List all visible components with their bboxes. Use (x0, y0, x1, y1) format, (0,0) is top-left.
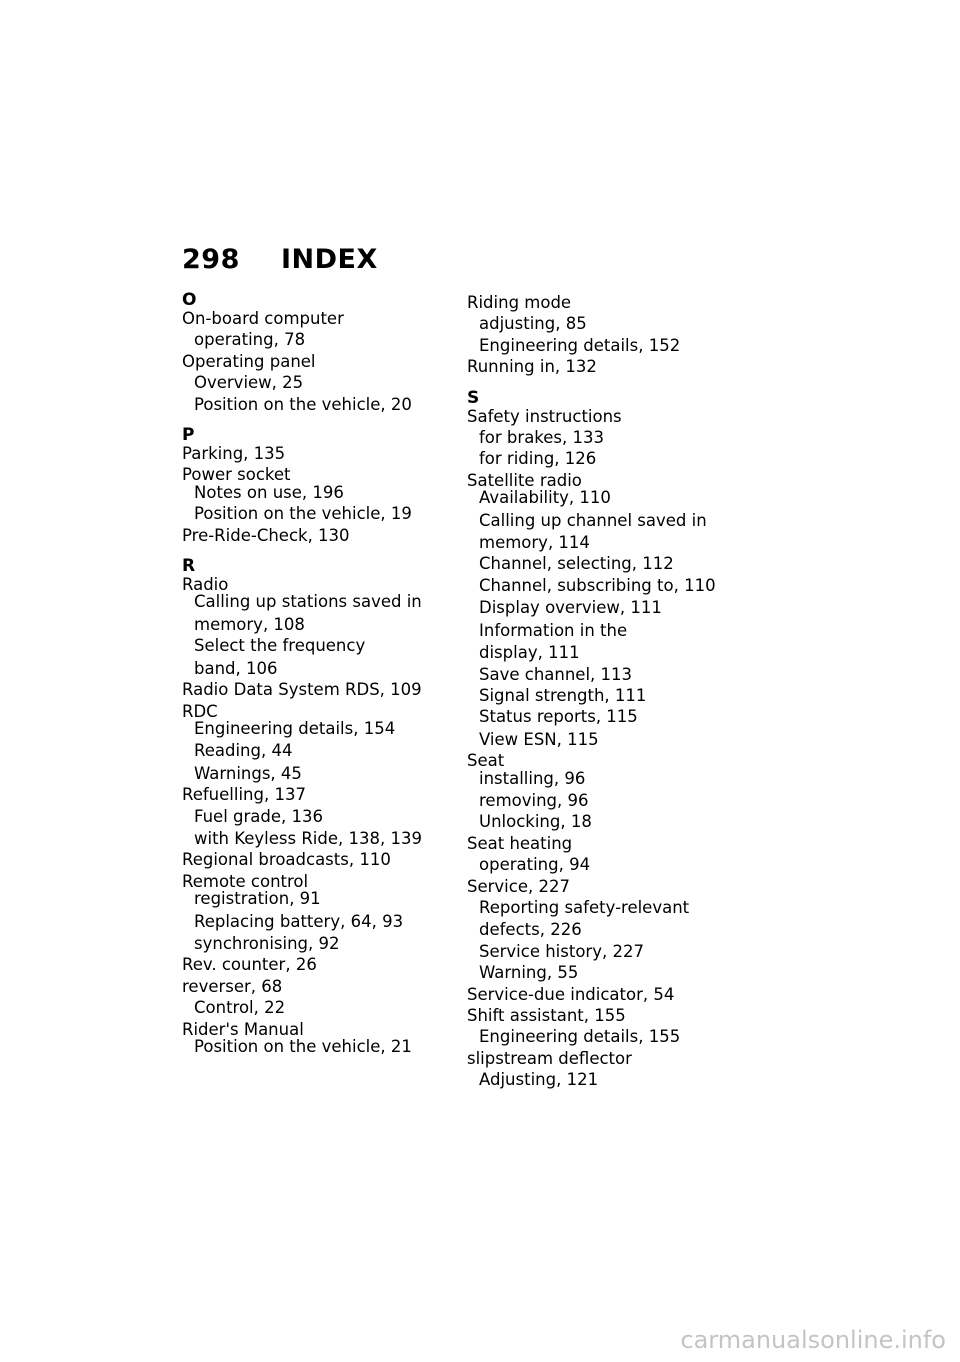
index-entry: Parking, 135 (182, 444, 286, 464)
index-subentry: Fuel grade, 136 (194, 806, 324, 826)
index-subentry: band, 106 (194, 658, 278, 678)
index-entry: Radio Data System RDS, 109 (182, 680, 422, 700)
index-entry: RDC (182, 701, 218, 721)
index-subentry: Warnings, 45 (194, 763, 302, 783)
page-header (182, 244, 378, 276)
index-entry: Regional broadcasts, 110 (182, 850, 391, 870)
index-entry: Safety instructions (467, 406, 622, 426)
index-subentry: Channel, subscribing to, 110 (479, 575, 716, 595)
index-entry: Service-due indicator, 54 (467, 984, 675, 1004)
index-subentry: Warning, 55 (479, 963, 579, 983)
index-letter-heading: O (182, 290, 197, 310)
index-subentry: Overview, 25 (194, 373, 304, 393)
index-column-left (182, 292, 452, 1057)
index-subentry: for riding, 126 (479, 449, 597, 469)
index-subentry: Calling up channel saved in (479, 510, 707, 530)
index-entry: Satellite radio (467, 470, 582, 490)
index-subentry: Unlocking, 18 (479, 812, 592, 832)
index-subentry: Notes on use, 196 (194, 482, 344, 502)
index-subentry: memory, 114 (479, 533, 590, 553)
watermark: carmanualsonline.info (680, 1326, 946, 1354)
index-entry: Riding mode (467, 293, 572, 312)
index-entry: Shift assistant, 155 (467, 1006, 626, 1025)
index-entry: Seat (467, 751, 505, 771)
index-entry: Power socket (182, 465, 291, 485)
index-letter-heading: P (182, 425, 195, 446)
index-subentry: Signal strength, 111 (479, 685, 647, 705)
index-subentry: Select the frequency (194, 636, 366, 656)
index-subentry: Display overview, 111 (479, 598, 662, 618)
index-entry: Rev. counter, 26 (182, 955, 317, 975)
index-entry: Pre-Ride-Check, 130 (182, 525, 350, 545)
index-subentry: Replacing battery, 64, 93 (194, 911, 404, 931)
index-subentry: Calling up stations saved in (194, 592, 422, 612)
index-entry: Rider's Manual (182, 1019, 304, 1039)
index-subentry: Adjusting, 121 (479, 1070, 599, 1090)
index-subentry: Position on the vehicle, 19 (194, 504, 412, 524)
index-subentry: Engineering details, 152 (479, 335, 681, 355)
index-entry: Running in, 132 (467, 357, 597, 377)
index-subentry: Control, 22 (194, 998, 286, 1018)
index-subentry: Position on the vehicle, 20 (194, 394, 412, 414)
index-subentry: View ESN, 115 (479, 729, 599, 749)
page-title: INDEX (281, 244, 378, 275)
index-subentry: adjusting, 85 (479, 314, 587, 334)
index-entry: Remote control (182, 871, 309, 891)
index-subentry: removing, 96 (479, 790, 589, 810)
index-entry: Operating panel (182, 351, 316, 371)
index-subentry: Position on the vehicle, 21 (194, 1037, 412, 1056)
index-subentry: memory, 108 (194, 614, 305, 634)
index-subentry: display, 111 (479, 643, 580, 663)
index-subentry: synchronising, 92 (194, 933, 340, 953)
index-entry: On-board computer (182, 309, 344, 328)
index-letter-heading: R (182, 556, 196, 577)
index-subentry: installing, 96 (479, 768, 586, 788)
index-subentry: Channel, selecting, 112 (479, 554, 674, 574)
index-entry: reverser, 68 (182, 976, 283, 996)
index-entry: Service, 227 (467, 876, 570, 896)
index-subentry: Service history, 227 (479, 941, 644, 961)
index-column-right (467, 292, 737, 1091)
index-subentry: Availability, 110 (479, 488, 611, 508)
index-subentry: Reading, 44 (194, 741, 293, 761)
index-subentry: with Keyless Ride, 138, 139 (194, 828, 422, 848)
index-subentry: Engineering details, 154 (194, 718, 396, 738)
index-entry: Seat heating (467, 833, 573, 853)
index-subentry: defects, 226 (479, 920, 582, 940)
index-entry: slipstream deflector (467, 1048, 632, 1068)
index-subentry: Reporting safety-relevant (479, 897, 690, 917)
index-subentry: operating, 78 (194, 330, 306, 350)
index-entry: Refuelling, 137 (182, 785, 306, 805)
index-subentry: operating, 94 (479, 855, 591, 875)
index-subentry: for brakes, 133 (479, 428, 604, 448)
index-subentry: Status reports, 115 (479, 707, 638, 727)
index-subentry: registration, 91 (194, 889, 321, 909)
index-subentry: Engineering details, 155 (479, 1027, 681, 1047)
index-letter-heading: S (467, 387, 480, 408)
index-entry: Radio (182, 575, 229, 595)
index-subentry: Save channel, 113 (479, 664, 633, 684)
page-number: 298 (182, 244, 240, 275)
index-subentry: Information in the (479, 620, 628, 640)
